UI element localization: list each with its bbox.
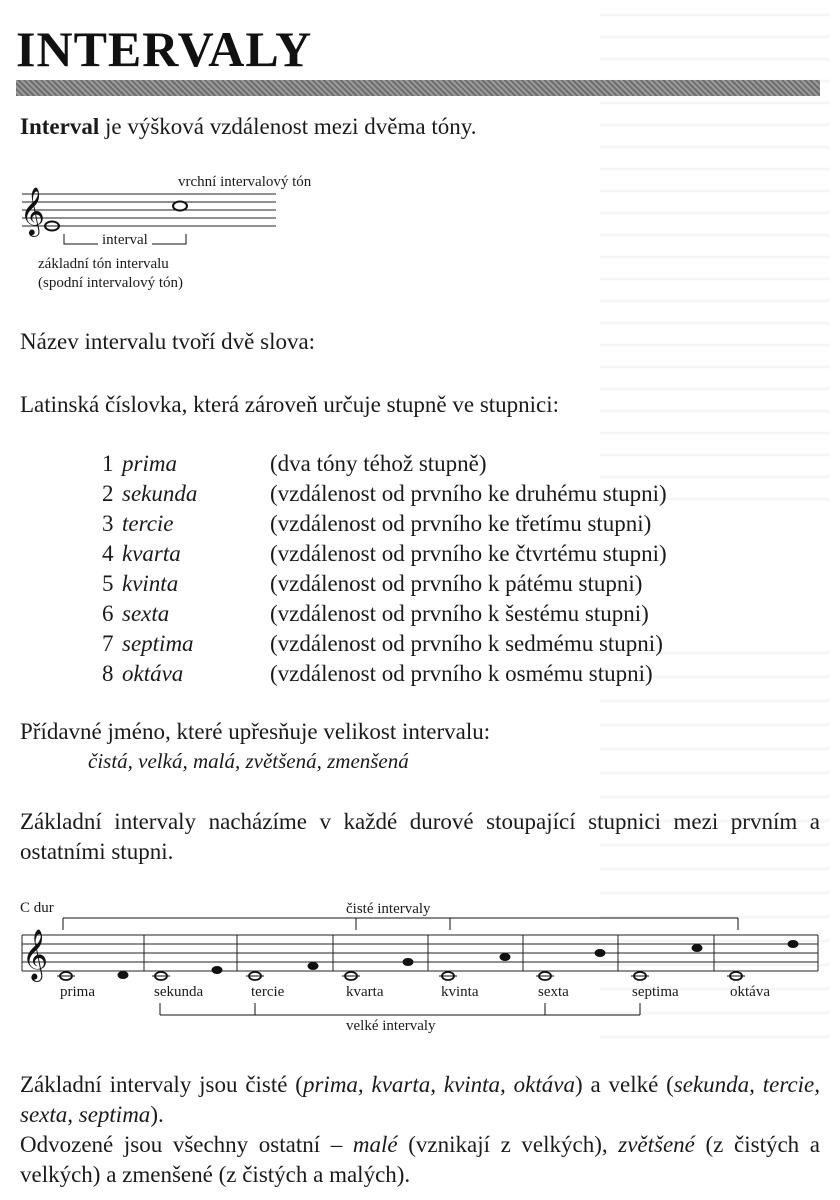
perfect-bracket <box>63 918 738 930</box>
basic-intervals-text: Základní intervaly nacházíme v každé durové stoupající stupnici mezi prvním a ostatními stupni. <box>20 809 820 864</box>
major-bracket <box>160 1003 640 1015</box>
list-item: 5 kvinta (vzdálenost od prvního k pátému stupni) <box>102 571 643 596</box>
note-name-kvinta: kvinta <box>441 984 479 1000</box>
list-item: 2 sekunda (vzdálenost od prvního ke druhému stupni) <box>102 481 667 506</box>
list-item: 6 sexta (vzdálenost od prvního k šestému stupni) <box>102 601 649 626</box>
page-title: INTERVALY <box>16 21 313 77</box>
base-tone-label: základní tón intervalu <box>38 256 169 272</box>
note-name-kvarta: kvarta <box>346 984 384 1000</box>
list-item: 3 tercie (vzdálenost od prvního ke třetímu stupni) <box>102 511 652 536</box>
summary-paragraph: Základní intervaly jsou čisté (prima, kvarta, kvinta, oktáva) a velké (sekunda, tercie, sexta, septima). <box>20 1072 820 1127</box>
key-label: C dur <box>20 900 54 916</box>
interval-label: interval <box>98 231 152 249</box>
intro-term: Interval <box>20 114 100 139</box>
name-two-words: Název intervalu tvoří dvě slova: <box>20 329 316 354</box>
adjective-intro: Přídavné jméno, které upřesňuje velikost intervalu: <box>20 719 491 744</box>
perfect-intervals-label: čisté intervaly <box>346 901 431 917</box>
note-name-sexta: sexta <box>538 984 569 1000</box>
treble-clef-icon: 𝄞 <box>22 929 49 980</box>
note-name-sekunda: sekunda <box>154 984 204 1000</box>
treble-clef-icon: 𝄞 <box>20 186 45 235</box>
list-item: 1 prima (dva tóny téhož stupně) <box>102 451 487 476</box>
list-item: 4 kvarta (vzdálenost od prvního ke čtvrtému stupni) <box>102 541 667 566</box>
note-name-oktava: oktáva <box>730 984 770 1000</box>
note-name-tercie: tercie <box>251 984 285 1000</box>
upper-tone-label: vrchní intervalový tón <box>178 174 312 190</box>
major-intervals-label: velké intervaly <box>346 1018 436 1034</box>
list-item: 8 oktáva (vzdálenost od prvního k osmému stupni) <box>102 661 653 686</box>
derived-paragraph: Odvozené jsou všechny ostatní – malé (vznikají z velkých), zvětšené (z čistých a velkých) a zmenšené (z čistých a malých). <box>20 1132 820 1187</box>
latin-numeral-intro: Latinská číslovka, která zároveň určuje stupně ve stupnici: <box>20 392 560 417</box>
note-name-prima: prima <box>60 984 95 1000</box>
list-item: 7 septima (vzdálenost od prvního k sedmému stupni) <box>102 631 663 656</box>
note-name-septima: septima <box>632 984 679 1000</box>
intro-definition: je výšková vzdálenost mezi dvěma tóny. <box>99 114 477 139</box>
base-tone-sublabel: (spodní intervalový tón) <box>38 275 183 291</box>
adjective-list: čistá, velká, malá, zvětšená, zmenšená <box>88 749 409 773</box>
